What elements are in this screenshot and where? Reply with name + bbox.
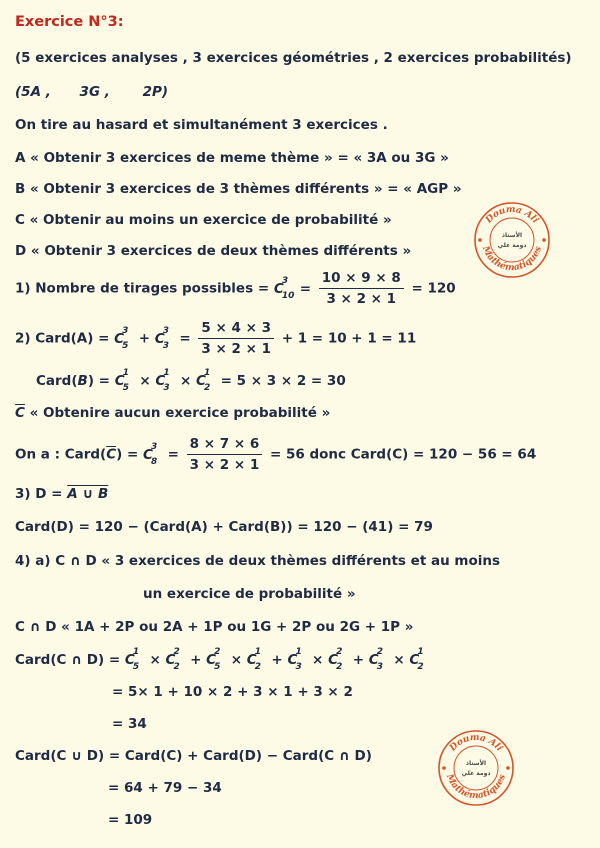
card-a-fraction: $\frac{5 \times 4 \times 3}{3 \times 2 \times 1}$ <box>198 320 274 357</box>
total-draws-line: 1) Nombre de tirages possibles = C 3 10 = $\frac{10 \times 9 \times 8}{3 \times 2 \times 1}$ = 120 <box>15 270 456 307</box>
c-complement-definition: « Obtenire aucun exercice probabilité » <box>29 405 331 421</box>
exercise-title: Exercice N°3: <box>15 14 124 30</box>
event-a-definition: A « Obtenir 3 exercices de meme thème » = « 3A ou 3G » <box>15 150 449 166</box>
svg-text:Douma Ali: Douma Ali <box>448 732 505 754</box>
event-b-definition: B « Obtenir 3 exercices de 3 thèmes différents » = « AGP » <box>15 181 462 197</box>
card-a-result: + 1 = 10 + 1 = 11 <box>281 330 417 347</box>
svg-text:دومة علي: دومة علي <box>461 770 491 777</box>
c-complement-line: $\overline{C}$ « Obtenire aucun exercice probabilité » <box>15 405 331 421</box>
card-c-inter-d-expansion: = 5× 1 + 10 × 2 + 3 × 1 + 3 × 2 <box>112 684 353 700</box>
card-c-line: On a : $Card(\overline{C}) = C$ 3 8 = $\frac{8 \times 7 \times 6}{3 \times 2 \times 1}$ = 56 donc Card(C) = 120 − 56 = 64 <box>15 436 537 473</box>
c-inter-d-cases: C ∩ D « 1A + 2P ou 2A + 1P ou 1G + 2P ou 2G + 1P » <box>15 619 414 635</box>
a-union-b-bar: A ∪ B <box>67 486 109 502</box>
card-c-inter-d-label: Card(C ∩ D) = <box>15 652 125 668</box>
abbrev-analyses: (5A , <box>15 84 51 100</box>
card-b-line: Card(B) = C 1 5 × C 1 3 × C 1 2 = 5 × 3 × 2 = 30 <box>36 368 346 393</box>
card-c-union-d-result: = 109 <box>108 812 153 828</box>
c-inter-d-definition-cont: un exercice de probabilité » <box>143 586 356 602</box>
total-draws-result: = 120 <box>411 280 456 297</box>
draw-statement: On tire au hasard et simultanément 3 exercices . <box>15 117 388 133</box>
d-definition-line <box>15 486 108 502</box>
event-d-definition: D « Obtenir 3 exercices de deux thèmes différents » <box>15 243 412 259</box>
card-c-union-d-line: Card(C ∪ D) = Card(C) + Card(D) − Card(C ∩ D) <box>15 748 372 764</box>
card-cbar-fraction: $\frac{8 \times 7 \times 6}{3 \times 2 \times 1}$ <box>187 436 263 473</box>
total-draws-fraction: $\frac{10 \times 9 \times 8}{3 \times 2 \times 1}$ <box>319 270 404 307</box>
svg-text:Mathématiques: Mathématiques <box>443 772 508 802</box>
svg-text:Douma Ali: Douma Ali <box>484 204 541 226</box>
card-a-line: 2) Card(A) = C 3 5 + C 3 3 = $\frac{5 \times 4 \times 3}{3 \times 2 \times 1}$ + 1 = 10 + 1 = 11 <box>15 320 417 357</box>
card-b-result: = 5 × 3 × 2 = 30 <box>220 373 346 389</box>
svg-text:الأستاذ: الأستاذ <box>501 232 523 239</box>
teacher-stamp-logo <box>472 200 552 280</box>
teacher-stamp-logo-bottom <box>436 728 516 808</box>
abbrev-proba: 2P) <box>142 84 169 100</box>
d-label: 3) D = <box>15 486 68 502</box>
abbrev-geometry: 3G , <box>79 84 110 100</box>
svg-text:الأستاذ: الأستاذ <box>465 760 487 767</box>
card-d-line: Card(D) = 120 − (Card(A) + Card(B)) = 120 − (41) = 79 <box>15 519 433 535</box>
total-draws-label: 1) Nombre de tirages possibles = <box>15 280 274 297</box>
card-cbar-label: On a : Card( <box>15 446 107 463</box>
event-c-definition: C « Obtenir au moins un exercice de probabilité » <box>15 212 392 228</box>
c-inter-d-definition: 4) a) C ∩ D « 3 exercices de deux thèmes différents et au moins <box>15 553 501 569</box>
card-c-result: = 56 donc Card(C) = 120 − 56 = 64 <box>269 446 537 463</box>
card-a-label: 2) Card(A) = <box>15 330 115 347</box>
exercise-counts: (5 exercices analyses , 3 exercices géométries , 2 exercices probabilités) <box>15 50 572 66</box>
card-c-union-d-expansion: = 64 + 79 − 34 <box>108 780 222 796</box>
card-c-inter-d-result: = 34 <box>112 716 147 732</box>
svg-text:Mathématiques: Mathématiques <box>479 244 544 274</box>
svg-text:دومة علي: دومة علي <box>497 242 527 249</box>
exercise-abbrev <box>15 84 168 100</box>
card-c-inter-d-line: Card(C ∩ D) = C 1 5 × C 2 2 + C 2 5 × C 1 2 + C 1 3 × C 2 2 + C 2 3 × C 1 2 <box>15 647 424 672</box>
